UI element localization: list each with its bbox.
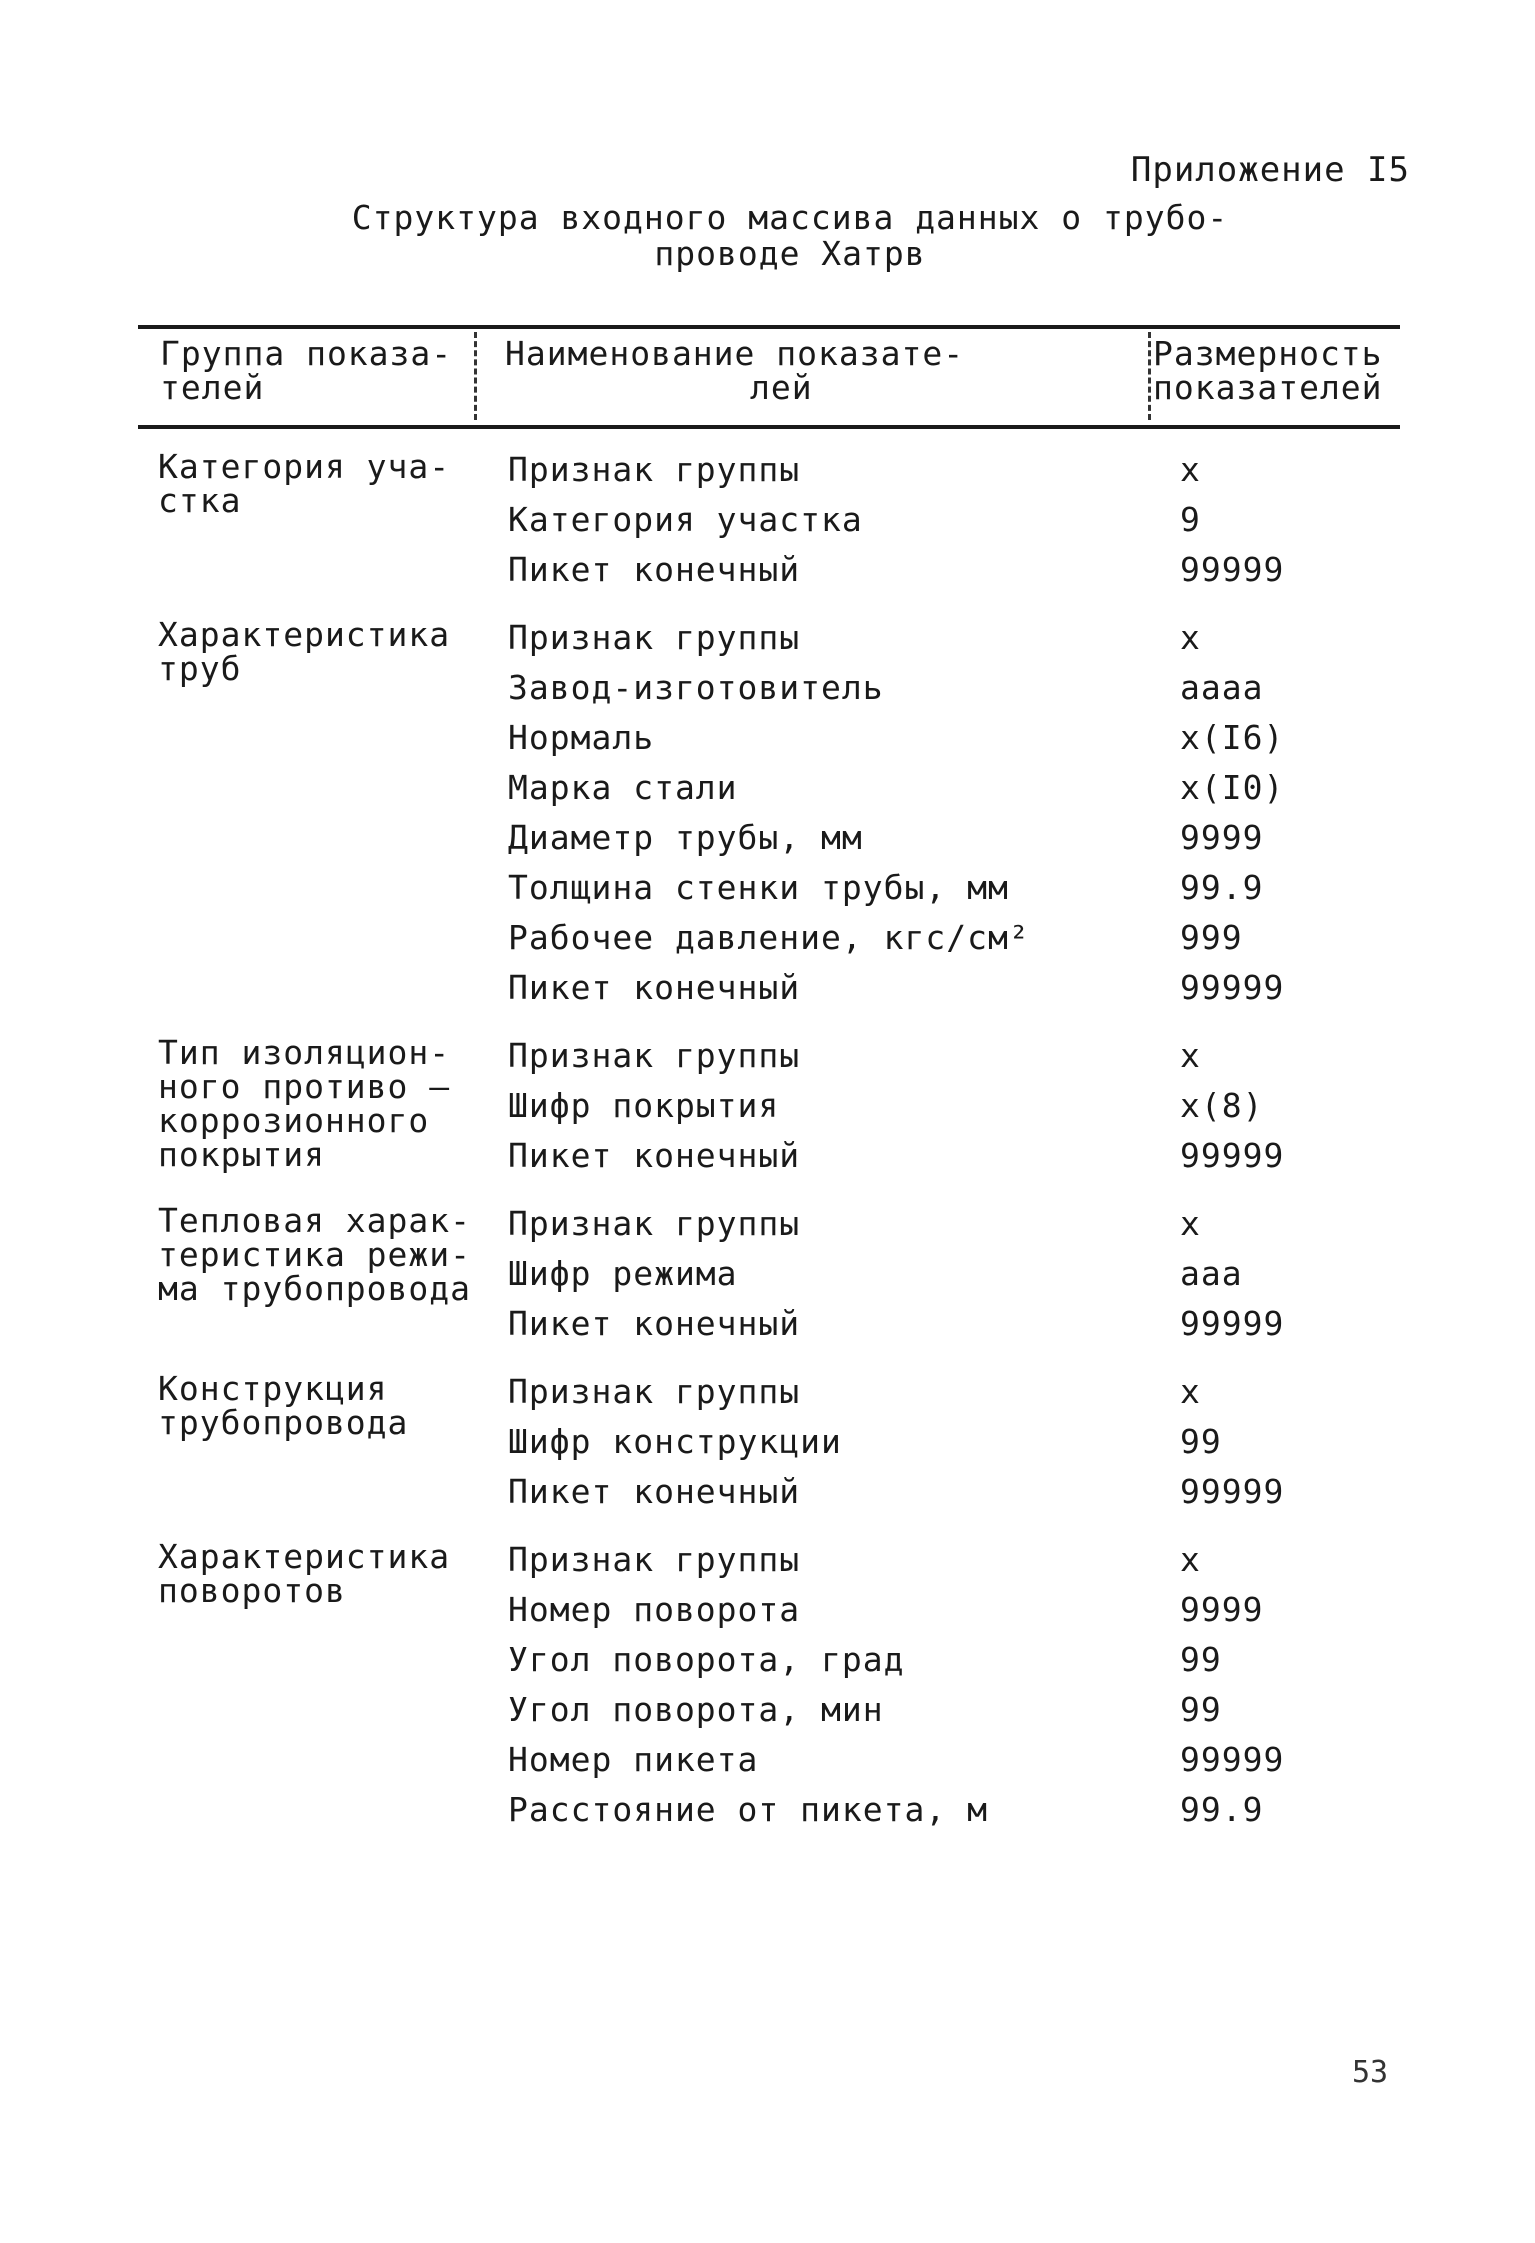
indicator-dimension: 99 (1180, 1640, 1222, 1679)
group-name-line: поворотов (158, 1571, 346, 1610)
indicator-dimension: 99999 (1180, 1472, 1285, 1511)
table-group (158, 615, 1408, 1018)
indicator-dimension: 999 (1180, 918, 1243, 957)
group-name-line: Конструкция (158, 1369, 388, 1408)
indicator-dimension: 9 (1180, 500, 1201, 539)
group-name-line: Характеристика (158, 615, 451, 654)
indicator-name: Пикет конечный (508, 550, 801, 589)
indicator-name: Пикет конечный (508, 1136, 801, 1175)
indicator-dimension: 9999 (1180, 818, 1264, 857)
document-title (300, 200, 1280, 272)
indicator-name: Толщина стенки трубы, мм (508, 868, 1009, 907)
appendix-label: Приложение I5 (1130, 150, 1410, 190)
group-name-line: ного противо – (158, 1067, 451, 1106)
group-rows (508, 618, 1408, 1018)
indicator-dimension: 99999 (1180, 550, 1285, 589)
group-rows (508, 450, 1408, 600)
indicator-name: Признак группы (508, 618, 801, 657)
table-row (508, 1740, 1408, 1790)
indicator-name: Шифр покрытия (508, 1086, 780, 1125)
table-group (158, 1369, 1408, 1522)
indicator-name: Диаметр трубы, мм (508, 818, 863, 857)
indicator-name: Нормаль (508, 718, 655, 757)
table-row (508, 1540, 1408, 1590)
indicator-name: Рабочее давление, кгс/см² (508, 918, 1030, 957)
indicator-dimension: x (1180, 1204, 1201, 1243)
group-name-line: коррозионного (158, 1101, 430, 1140)
table-row (508, 1372, 1408, 1422)
indicator-dimension: x (1180, 618, 1201, 657)
table-row (508, 1204, 1408, 1254)
indicator-dimension: x (1180, 450, 1201, 489)
header-name (505, 334, 1005, 407)
table-row (508, 1254, 1408, 1304)
title-line-1: Структура входного массива данных о трубо- (351, 198, 1229, 237)
group-name (158, 1201, 488, 1308)
indicator-name: Номер поворота (508, 1590, 801, 1629)
indicator-dimension: аааа (1180, 668, 1264, 707)
header-group (160, 334, 460, 407)
table-group (158, 1033, 1408, 1186)
table-row (508, 1422, 1408, 1472)
indicator-name: Признак группы (508, 1204, 801, 1243)
table-row (508, 1136, 1408, 1186)
table-row (508, 1304, 1408, 1354)
table-row (508, 1690, 1408, 1740)
group-name (158, 1033, 488, 1174)
indicator-name: Пикет конечный (508, 968, 801, 1007)
table-row (508, 918, 1408, 968)
group-name-line: Тепловая харак- (158, 1201, 472, 1240)
page-number: 53 (1352, 2055, 1389, 2090)
header-group-line-1: Группа показа- (160, 334, 453, 373)
group-name-line: покрытия (158, 1135, 325, 1174)
group-name-line: теристика режи- (158, 1235, 472, 1274)
table-header-rule (138, 425, 1400, 429)
group-name (158, 1369, 488, 1442)
table-row (508, 868, 1408, 918)
indicator-dimension: x (1180, 1036, 1201, 1075)
group-name (158, 615, 488, 688)
table-row (508, 968, 1408, 1018)
indicator-dimension: 99 (1180, 1422, 1222, 1461)
group-name-line: Тип изоляцион- (158, 1033, 451, 1072)
indicator-dimension: 99999 (1180, 1136, 1285, 1175)
indicator-name: Марка стали (508, 768, 738, 807)
header-dimension-line-2: показателей (1153, 368, 1383, 407)
indicator-dimension: 99.9 (1180, 868, 1264, 907)
indicator-dimension: 99 (1180, 1690, 1222, 1729)
indicator-dimension: x(I0) (1180, 768, 1285, 807)
header-separator-2 (1148, 332, 1151, 420)
indicator-name: Пикет конечный (508, 1304, 801, 1343)
group-name-line: труб (158, 649, 242, 688)
table-row (508, 450, 1408, 500)
indicator-dimension: x (1180, 1540, 1201, 1579)
table-row (508, 1590, 1408, 1640)
indicator-name: Категория участка (508, 500, 863, 539)
indicator-name: Шифр режима (508, 1254, 738, 1293)
table-row (508, 1086, 1408, 1136)
header-separator-1 (474, 332, 477, 420)
indicator-dimension: x (1180, 1372, 1201, 1411)
table-group (158, 1201, 1408, 1354)
indicator-name: Признак группы (508, 450, 801, 489)
table-row (508, 618, 1408, 668)
header-dimension-line-1: Размерность (1153, 334, 1383, 373)
table-row (508, 768, 1408, 818)
group-name-line: Характеристика (158, 1537, 451, 1576)
table-group (158, 1537, 1408, 1840)
table-row (508, 1790, 1408, 1840)
table-row (508, 1472, 1408, 1522)
indicator-dimension: 99999 (1180, 968, 1285, 1007)
indicator-dimension: x(8) (1180, 1086, 1264, 1125)
indicator-name: Расстояние от пикета, м (508, 1790, 988, 1829)
table-top-rule (138, 325, 1400, 329)
group-name (158, 447, 488, 520)
group-name-line: стка (158, 481, 242, 520)
indicator-dimension: 99999 (1180, 1304, 1285, 1343)
group-name (158, 1537, 488, 1610)
group-name-line: ма трубопровода (158, 1269, 472, 1308)
header-name-line-2: лей (750, 368, 813, 407)
indicator-name: Пикет конечный (508, 1472, 801, 1511)
indicator-name: Завод-изготовитель (508, 668, 884, 707)
table-row (508, 550, 1408, 600)
table-group (158, 447, 1408, 600)
group-name-line: трубопровода (158, 1403, 409, 1442)
group-rows (508, 1372, 1408, 1522)
header-group-line-2: телей (160, 368, 265, 407)
group-rows (508, 1204, 1408, 1354)
table-row (508, 718, 1408, 768)
group-rows (508, 1036, 1408, 1186)
header-dimension (1153, 334, 1403, 407)
indicator-name: Угол поворота, мин (508, 1690, 884, 1729)
table-row (508, 1036, 1408, 1086)
indicator-dimension: 99999 (1180, 1740, 1285, 1779)
indicator-dimension: 9999 (1180, 1590, 1264, 1629)
indicator-dimension: ааа (1180, 1254, 1243, 1293)
title-line-2: проводе Хатрв (654, 234, 926, 273)
group-name-line: Категория уча- (158, 447, 451, 486)
indicator-name: Признак группы (508, 1036, 801, 1075)
indicator-name: Признак группы (508, 1372, 801, 1411)
indicator-dimension: x(I6) (1180, 718, 1285, 757)
group-rows (508, 1540, 1408, 1840)
header-name-line-1: Наименование показате- (505, 334, 965, 373)
table-row (508, 818, 1408, 868)
table-row (508, 668, 1408, 718)
indicator-name: Угол поворота, град (508, 1640, 905, 1679)
indicator-name: Признак группы (508, 1540, 801, 1579)
indicator-name: Номер пикета (508, 1740, 759, 1779)
table-row (508, 1640, 1408, 1690)
table-body (158, 447, 1408, 1858)
table-row (508, 500, 1408, 550)
indicator-dimension: 99.9 (1180, 1790, 1264, 1829)
indicator-name: Шифр конструкции (508, 1422, 842, 1461)
